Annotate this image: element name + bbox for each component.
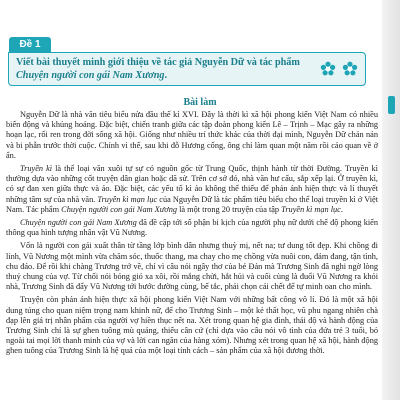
flower-icon <box>342 61 358 77</box>
inline-text: là thể loại văn xuôi tự sự có nguồn gốc từ Trung Quốc, thịnh hành từ thời Đường. Truyền kì thường dựa vào những cốt truyện dân gian hoặc dã sử. Trên cơ sở đó, nhà văn hư cấu, sắp xếp lại. Ở truyền kì, có sự đan xen giữa thực và ảo. Đặc biệt, các yếu tố kì ảo không thể thiếu để phản ánh hiện thực và lí thuyết những tâm sự của nhà văn. <box>6 164 378 204</box>
inline-text: là một trong 20 truyện của tập <box>177 204 282 214</box>
inline-text: đã đề cập tới số phận bi kịch của người phụ nữ dưới chế độ phong kiến thông qua hình tượng nhân vật Vũ Nương. <box>6 218 378 238</box>
paragraph-2 <box>6 164 378 215</box>
paragraph-3 <box>6 218 378 238</box>
title-box <box>8 52 366 86</box>
inline-text: của Nguyễn Dữ là tác phẩm tiêu biểu cho thể loại truyền kì ở Việt Nam. Tác phẩm <box>6 194 378 214</box>
paragraph-4: Vốn là người con gái xuất thân từ tầng lớp bình dân nhưng thuỳ mị, nết na; tư dung tốt đẹp. Khi chồng đi lính, Vũ Nương một mình vừa chăm sóc, thuốc thang, ma chay cho mẹ chồng vừa nuôi con, đảm đang, tận tình, chu đáo. Để rồi khi chàng Trương trở về, chỉ vì câu nói ngây thơ của bé Đản mà Trương Sinh đã nghi ngờ lòng thuỷ chung của vợ. Từ chối nói bóng gió xa xôi, rồi mắng chửi, hắt hủi và cuối cùng là đuổi Vũ Nương ra khỏi nhà, Trương Sinh đã đẩy Vũ Nương tới bước đường cùng, bế tắc, phải chọn cái chết để tự minh oan cho mình. <box>6 241 378 292</box>
flower-icon <box>320 61 336 77</box>
inline-text: . <box>340 204 343 214</box>
inline-italic: Chuyện người con gái Nam Xương <box>20 218 137 228</box>
page-edge-marker <box>388 96 395 114</box>
inline-italic: Truyền kì mạn lục <box>281 204 341 214</box>
title-prefix: Viết bài thuyết minh giới thiệu về tác giả Nguyễn Dữ và tác phẩm <box>16 57 300 68</box>
essay-body <box>6 110 378 360</box>
paragraph-5: Truyện còn phản ánh hiện thực xã hội phong kiến Việt Nam với những bất công vô lí. Đó là một xã hội dung túng cho quan niệm trọng nam khinh nữ, để cho Trương Sinh – một kẻ thất học, vũ phu ngang nhiên chà đạp lên giá trị nhân phẩm của người vợ hiền thục nết na. Xét trong quan hệ gia đình, thái độ và hành động của Trương Sinh chỉ là sự ghen tuông mù quáng, thiếu cân cứ (chỉ dựa vào câu nói vô tình của đứa trẻ 3 tuổi, bỏ ngoài tai mọi lời thanh minh của vợ và lời can ngăn của hàng xóm). Nhưng xét trong quan hệ xã hội, hành động ghen tuông của Trương Sinh là hệ quả của một loại tính cách – sản phẩm của xã hội đương thời. <box>6 295 378 356</box>
page-edge-bar <box>382 0 400 400</box>
exercise-title <box>16 56 319 82</box>
title-suffix: . <box>164 70 168 81</box>
inline-italic: Truyền kì <box>20 164 53 174</box>
inline-italic: Truyền kì mạn lục <box>97 194 158 204</box>
paragraph-1: Nguyễn Dữ là nhà văn tiêu biểu nửa đầu thế kỉ XVI. Đây là thời kì xã hội phong kiến Việt Nam có nhiều biến động và khủng hoảng. Đặc biệt, chiến tranh giữa các tập đoàn phong kiến Lê – Trịnh – Mạc gây ra những hoạn lạc, rối ren trong đời sống xã hội. Giống như nhiều trí thức khác của thời đại mình, Nguyễn Dữ chán nản và bi phẫn trước thời cuộc. Chính vì thế, sau khi đỗ Hương cống, ông chỉ làm quan một năm rồi cáo quan về ở ẩn. <box>6 110 378 160</box>
exercise-badge: Đề 1 <box>9 37 51 53</box>
section-heading: Bài làm <box>183 97 217 108</box>
title-italic: Chuyện người con gái Nam Xương <box>16 70 165 81</box>
inline-italic: Chuyện người con gái Nam Xương <box>61 204 178 214</box>
